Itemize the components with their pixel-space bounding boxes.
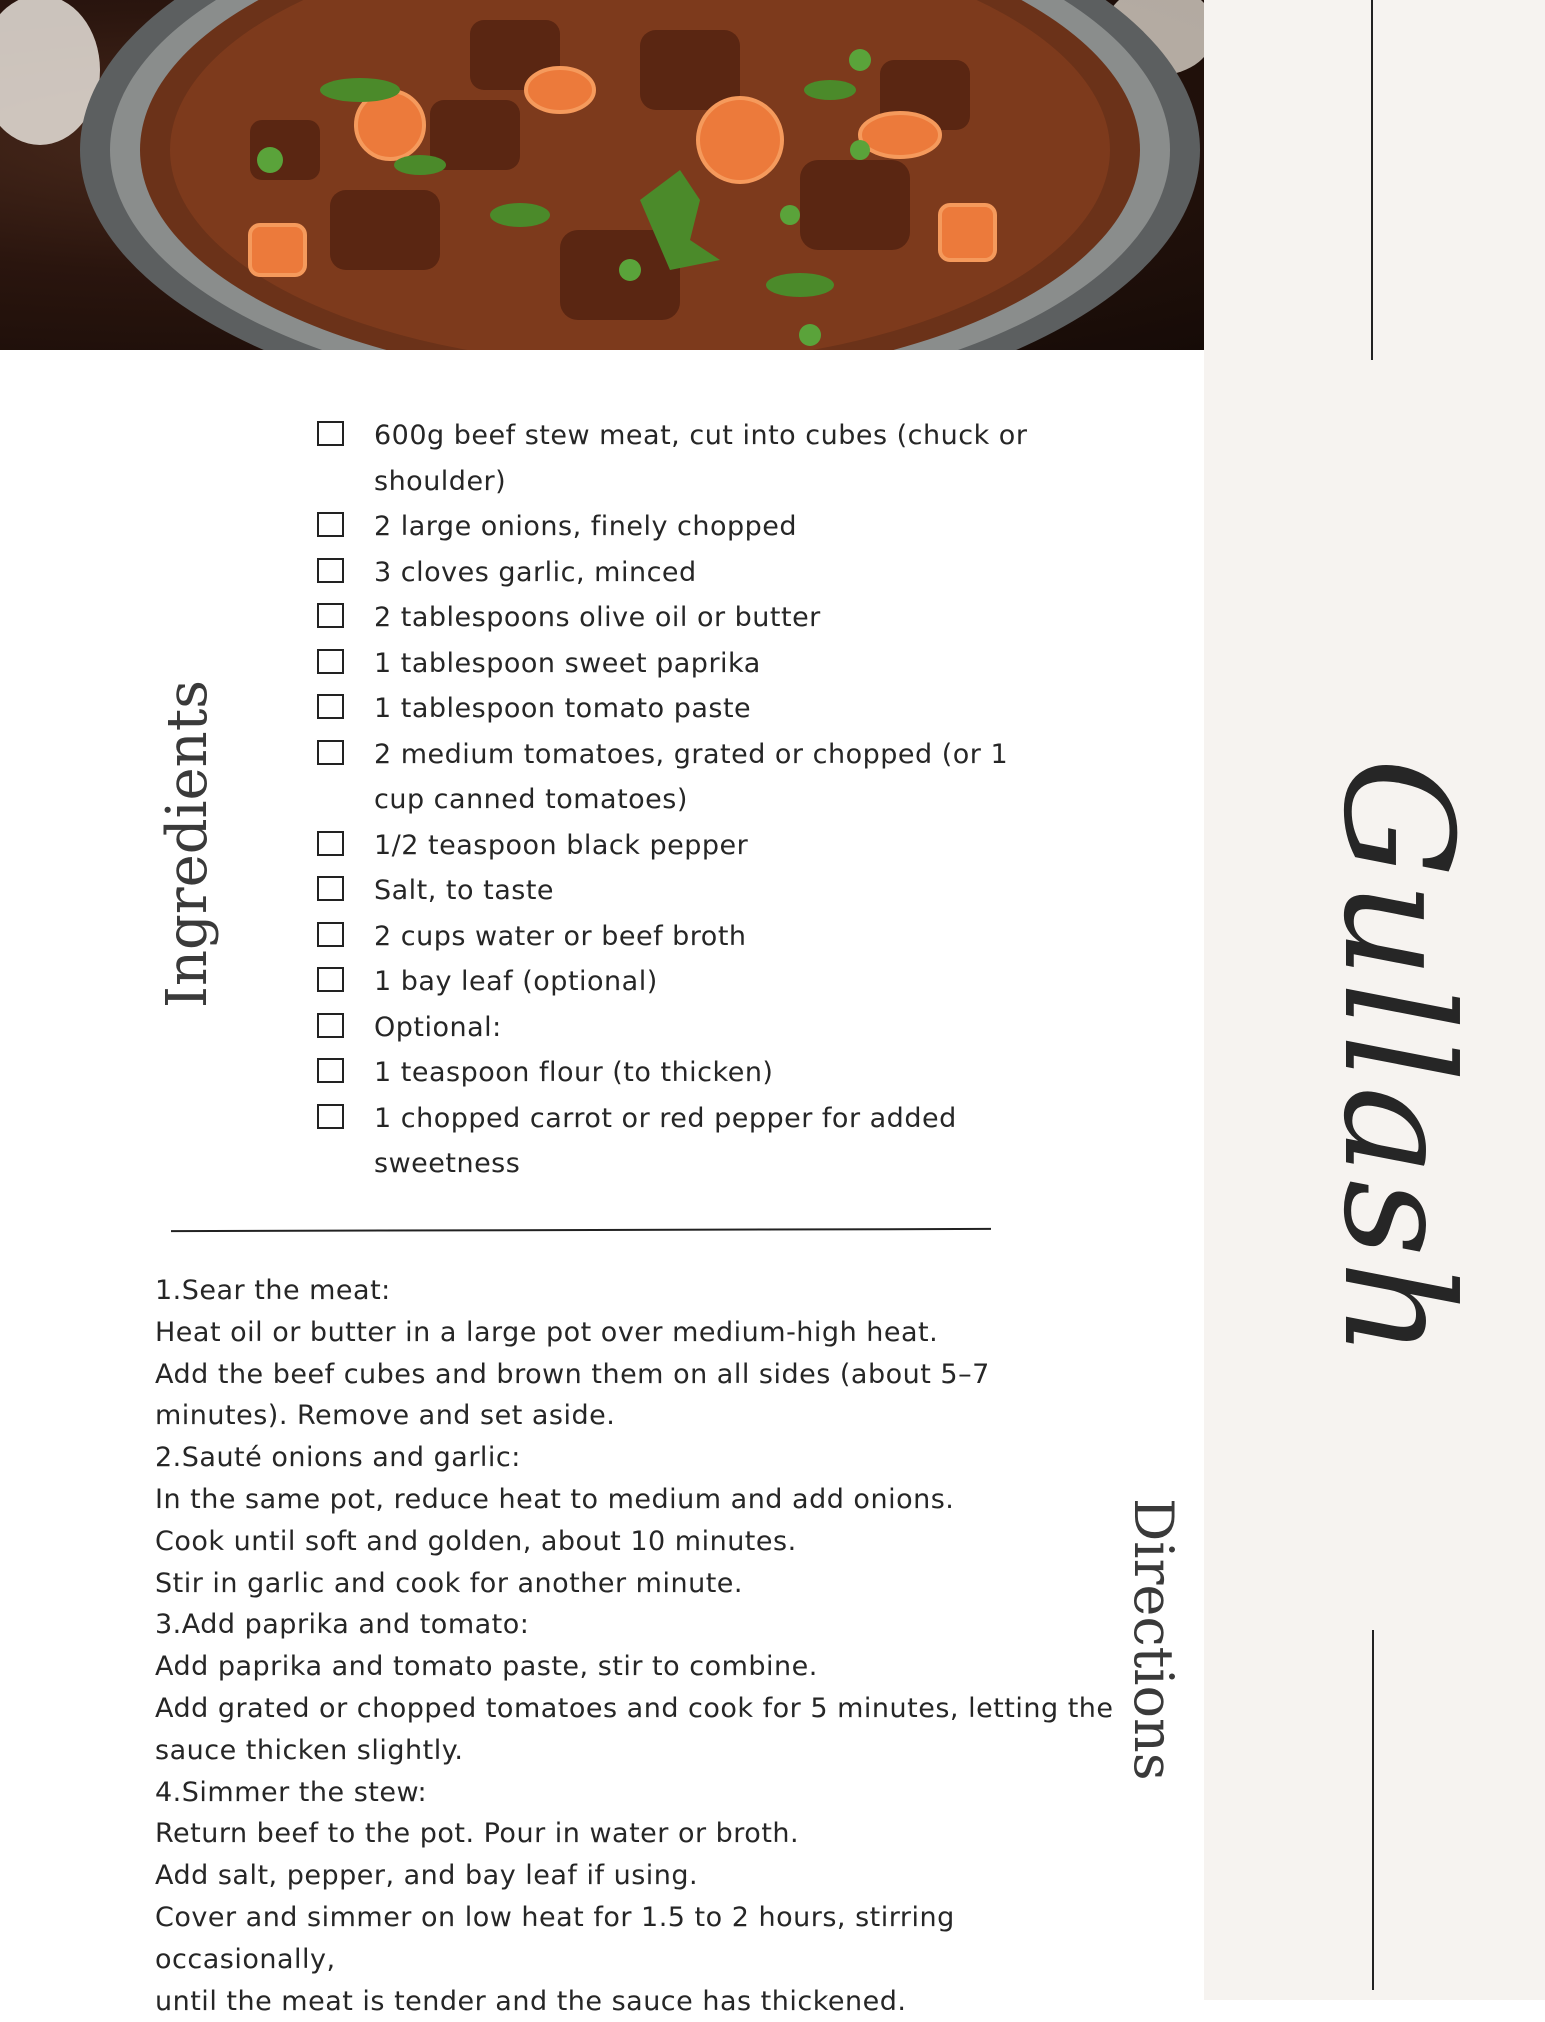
recipe-title: Gullash [1310, 758, 1484, 1362]
ingredient-item[interactable] [316, 641, 1036, 687]
ingredient-item[interactable] [316, 550, 1036, 596]
ingredient-item[interactable] [316, 1096, 1036, 1187]
ingredient-text: 2 tablespoons olive oil or butter [374, 602, 821, 633]
ingredient-text: 1 tablespoon sweet paprika [374, 647, 761, 679]
ingredient-item[interactable] [316, 914, 1036, 960]
ingredient-text: 1 tablespoon tomato paste [374, 693, 752, 724]
checkbox[interactable] [317, 1013, 344, 1038]
ingredient-text: 2 cups water or beef broth [374, 920, 747, 952]
checkbox[interactable] [317, 1058, 344, 1083]
checkbox[interactable] [317, 967, 344, 992]
checkbox[interactable] [317, 831, 344, 856]
checkbox[interactable] [317, 512, 344, 537]
direction-line: 1.Sear the meat: [155, 1275, 391, 1306]
direction-line: In the same pot, reduce heat to medium and add onions. [155, 1483, 955, 1515]
direction-line: Add grated or chopped tomatoes and cook for 5 minutes, letting the [155, 1692, 1114, 1724]
checkbox[interactable] [317, 1104, 344, 1129]
ingredient-item[interactable] [316, 504, 1036, 550]
ingredient-item[interactable] [316, 823, 1036, 869]
direction-line: until the meat is tender and the sauce has thickened. [155, 1985, 907, 2017]
ingredient-text: Salt, to taste [374, 875, 555, 906]
ingredient-text: 1 chopped carrot or red pepper for added sweetness [374, 1102, 957, 1179]
checkbox[interactable] [317, 558, 344, 583]
direction-line: Return beef to the pot. Pour in water or broth. [155, 1818, 800, 1850]
checkbox[interactable] [317, 694, 344, 719]
directions-heading: Directions [1122, 1498, 1185, 1781]
checkbox[interactable] [317, 421, 344, 446]
checkbox[interactable] [317, 603, 344, 628]
direction-line: Stir in garlic and cook for another minute. [155, 1567, 743, 1599]
side-decor-line-top [1371, 0, 1373, 360]
checkbox[interactable] [317, 922, 344, 947]
ingredient-text: 1 bay leaf (optional) [374, 966, 658, 997]
ingredient-item[interactable] [316, 595, 1036, 641]
direction-line: 3.Add paprika and tomato: [155, 1609, 530, 1641]
direction-line: Cover and simmer on low heat for 1.5 to 2 hours, stirring occasionally, [155, 1901, 955, 1975]
ingredient-item[interactable] [316, 959, 1036, 1005]
direction-line: Heat oil or butter in a large pot over medium-high heat. [155, 1316, 939, 1348]
direction-line: minutes). Remove and set aside. [155, 1400, 616, 1432]
directions-list [155, 1270, 1115, 2022]
ingredient-text: Optional: [374, 1011, 502, 1043]
direction-line: Add salt, pepper, and bay leaf if using. [155, 1860, 699, 1892]
ingredient-item[interactable] [316, 1050, 1036, 1096]
direction-line: Add paprika and tomato paste, stir to combine. [155, 1651, 818, 1683]
ingredients-heading: Ingredients [155, 680, 220, 1009]
checkbox[interactable] [317, 649, 344, 674]
ingredient-text: 3 cloves garlic, minced [374, 556, 697, 588]
checkbox[interactable] [317, 876, 344, 901]
side-decor-line-bottom [1372, 1630, 1374, 1990]
direction-line: 2.Sauté onions and garlic: [155, 1442, 521, 1474]
ingredient-text: 1/2 teaspoon black pepper [374, 829, 749, 861]
goulash-photo [0, 0, 1204, 350]
ingredient-text: 1 teaspoon flour (to thicken) [374, 1057, 774, 1088]
ingredient-item[interactable] [316, 413, 1036, 504]
section-divider [171, 1228, 991, 1232]
goulash-bowl-illustration [0, 0, 1204, 350]
direction-line: sauce thicken slightly. [155, 1734, 464, 1766]
ingredient-item[interactable] [316, 868, 1036, 914]
ingredient-text: 2 medium tomatoes, grated or chopped (or 1 cup canned tomatoes) [374, 738, 1009, 815]
direction-line: Add the beef cubes and brown them on all sides (about 5–7 [155, 1358, 990, 1390]
ingredient-item[interactable] [316, 686, 1036, 732]
direction-line: Cook until soft and golden, about 10 minutes. [155, 1525, 797, 1557]
ingredient-item[interactable] [316, 1005, 1036, 1051]
ingredients-list [316, 413, 1036, 1187]
ingredient-text: 600g beef stew meat, cut into cubes (chuck or shoulder) [374, 420, 1028, 497]
checkbox[interactable] [317, 740, 344, 765]
direction-line: 4.Simmer the stew: [155, 1776, 428, 1808]
ingredient-text: 2 large onions, finely chopped [374, 511, 798, 542]
ingredient-item[interactable] [316, 732, 1036, 823]
